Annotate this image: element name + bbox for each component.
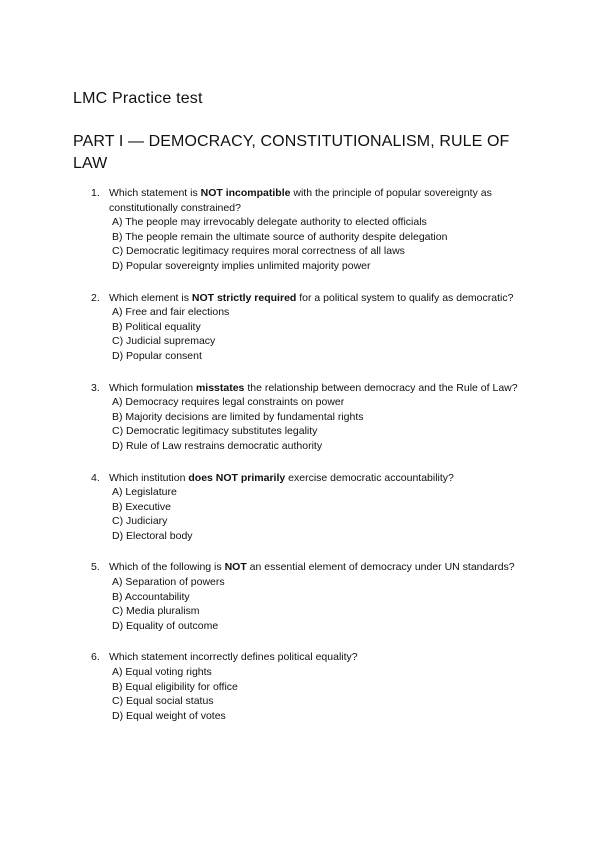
answer-option-c: C) Judiciary [112,515,168,528]
answer-options [0,305,600,363]
question-emphasis: NOT incompatible [200,187,291,199]
answer-option-d: D) Popular consent [112,349,202,362]
answer-option-b: B) Majority decisions are limited by fundamental rights [112,410,364,423]
answer-options [0,485,600,543]
question-text [109,186,519,215]
document-title: LMC Practice test [73,90,203,107]
question-number: 6. [91,651,100,664]
answer-option-b: B) Political equality [112,320,201,333]
question-number: 3. [91,381,100,394]
answer-option-c: C) Democratic legitimacy requires moral correctness of all laws [112,245,405,258]
question-emphasis: does NOT primarily [188,471,286,484]
answer-option-d: D) Equality of outcome [112,619,219,632]
question-emphasis: NOT [224,561,247,574]
question-text [109,381,519,396]
question-item [0,186,600,274]
answer-option-a: A) Legislature [112,486,177,499]
answer-option-c: C) Equal social status [112,695,214,708]
answer-option-d: D) Popular sovereignty implies unlimited majority power [112,259,371,272]
answer-option-a: A) The people may irrevocably delegate authority to elected officials [112,216,427,229]
question-text-start: Which of the following is [109,561,225,574]
answer-options [0,665,600,723]
answer-option-d: D) Equal weight of votes [112,709,226,722]
answer-option-b: B) The people remain the ultimate source of authority despite delegation [112,230,448,243]
question-text-end: the relationship between democracy and the Rule of Law? [244,381,518,394]
question-text-end: for a political system to qualify as democratic? [296,291,514,304]
answer-option-a: A) Equal voting rights [112,666,212,679]
question-text-end: an essential element of democracy under UN standards? [246,561,515,574]
question-text-end: exercise democratic accountability? [285,471,454,484]
question-number: 5. [91,561,100,574]
question-text-end: with the principle of popular sovereignty as constitutionally constrained? [109,187,492,214]
question-text-start: Which element is [109,291,192,304]
question-emphasis: misstates [195,381,245,394]
answer-option-a: A) Free and fair elections [112,306,230,319]
question-item [0,560,600,633]
question-text-start: Which statement is [109,187,201,199]
question-item [0,291,600,364]
question-item [0,381,600,454]
answer-option-a: A) Separation of powers [112,576,225,589]
question-text-start: Which formulation [109,381,196,394]
answer-option-b: B) Accountability [112,590,190,603]
question-text [109,560,519,575]
answer-option-a: A) Democracy requires legal constraints on power [112,396,345,409]
answer-option-b: B) Executive [112,500,171,513]
question-number: 2. [91,291,100,304]
question-item [0,650,600,723]
question-text [109,650,519,665]
answer-options [0,575,600,633]
question-item [0,471,600,544]
answer-options [0,215,600,273]
question-text-start: Which institution [109,471,189,484]
question-list [0,186,600,740]
answer-option-d: D) Electoral body [112,529,193,542]
answer-option-c: C) Democratic legitimacy substitutes legality [112,425,318,438]
answer-option-c: C) Judicial supremacy [112,335,216,348]
part-heading: PART I — DEMOCRACY, CONSTITUTIONALISM, RULE OF LAW [73,133,510,172]
question-emphasis: NOT strictly required [191,291,297,304]
answer-options [0,395,600,453]
answer-option-d: D) Rule of Law restrains democratic authority [112,439,323,452]
question-number: 1. [91,187,100,199]
answer-option-c: C) Media pluralism [112,605,200,618]
question-number: 4. [91,471,100,484]
answer-option-b: B) Equal eligibility for office [112,680,238,693]
question-text [109,471,519,486]
question-text [109,291,519,306]
question-text-start: Which statement incorrectly defines political equality? [109,651,358,664]
